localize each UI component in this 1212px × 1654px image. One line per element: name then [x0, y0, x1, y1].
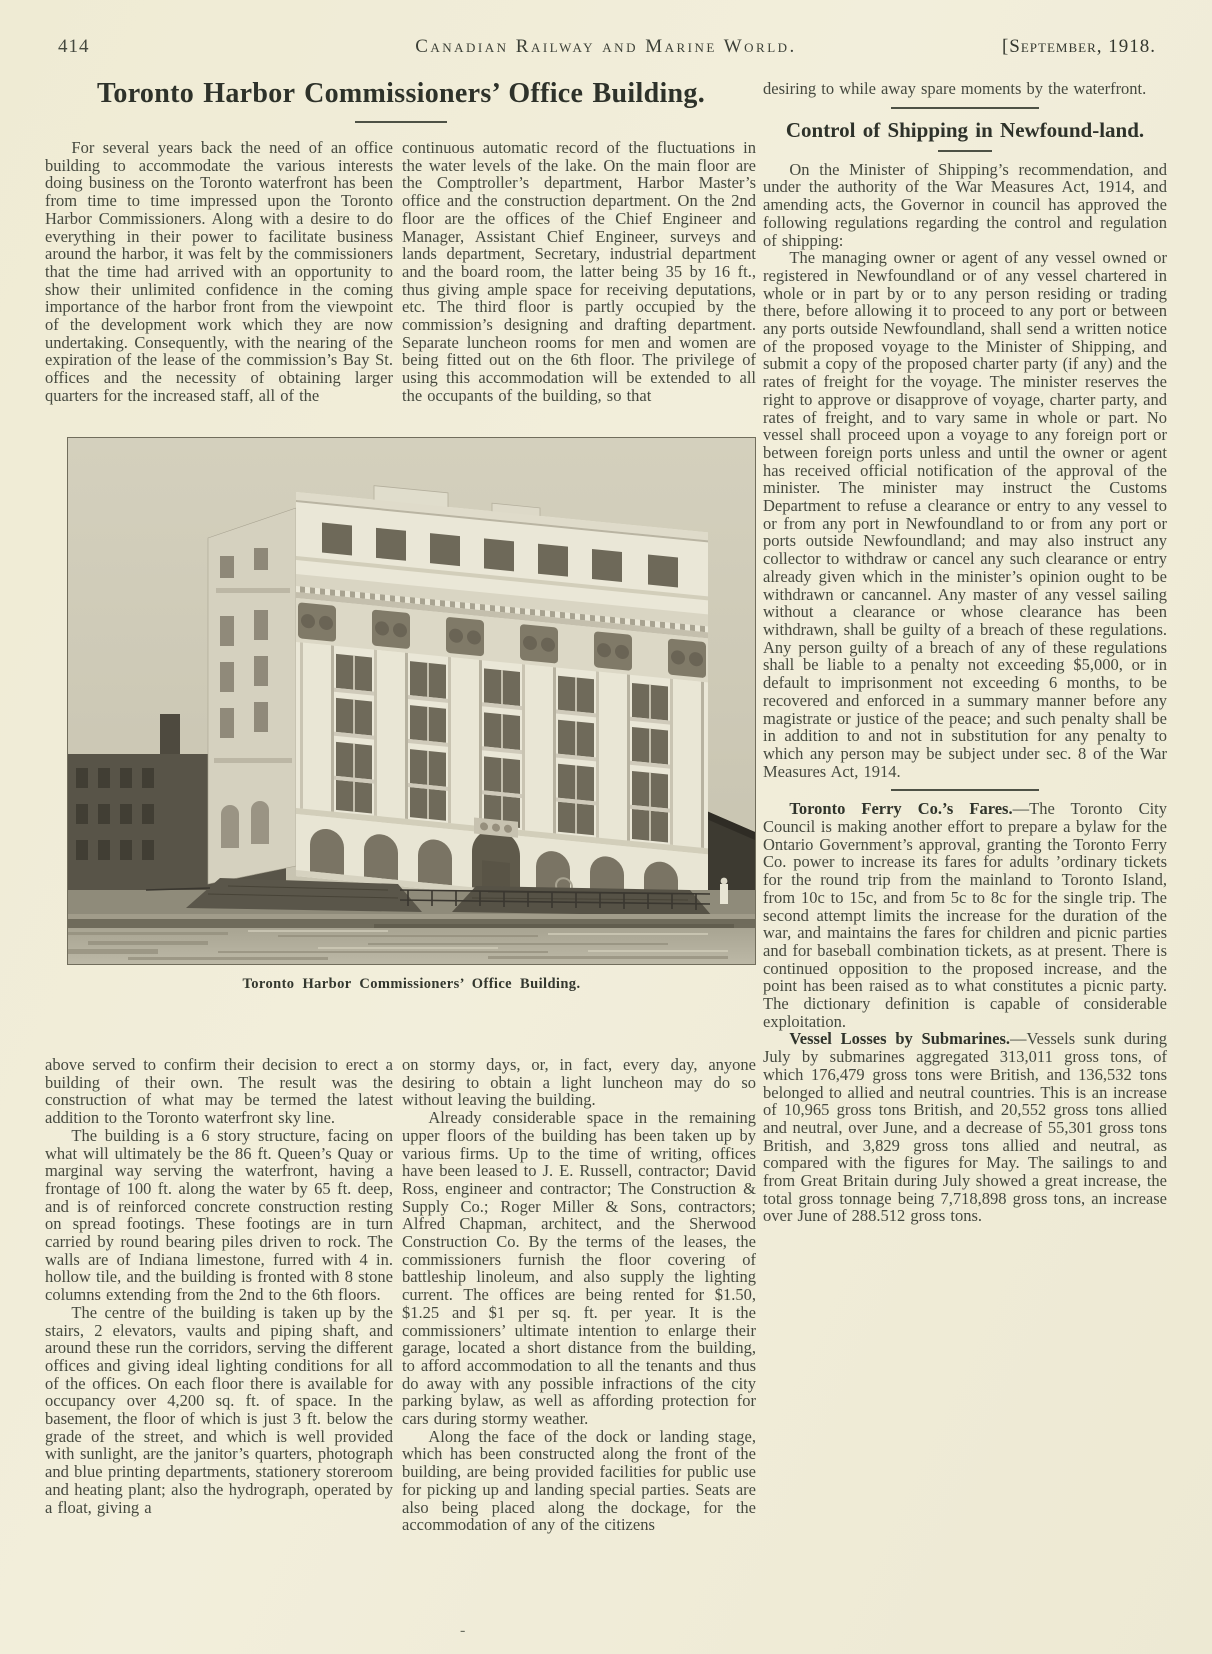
journal-title: Canadian Railway and Marine World. — [415, 36, 797, 57]
paragraph: The managing owner or agent of any vessel owned or registered in Newfoundland or of any vessel chartered in whole or in part by or to any person residing or trading there, before allowing it to proceed to any port or between any ports outside Newfoundland, shall send a written notice of the proposed voyage to the Minister of Shipping, and submit a copy of the proposed charter party (if any) and the rates of freight for the voyage. The minister reserves the right to approve or disapprove of voyage, charter party, and rates of freight, and to vary same in whole or part. No vessel shall proceed upon a voyage to any foreign port or between foreign ports unless and until the owner or agent has received official notification of the approval of the minister. The minister may instruct the Customs Department to refuse a clearance or entry to any vessel to or from any port in Newfoundland to or from any port or ports outside Newfoundland; and may also instruct any collector to withdraw or cancel any such clearance or entry already given which in the minister’s opinion ought to be withdrawn or cancannel. Any master of any vessel sailing without a clearance or whose clearance has been withdrawn, shall be guilty of a breach of these regulations. Any person guilty of a breach of any of these regulations shall be liable to a penalty not exceeding $5,000, or in default to imprisonment not exceeding 6 months, to be recovered and enforced in a summary manner before any magistrate or justice of the peace; and such penalty shall be in addition to and not in substitution for any penalty to which any person may be subject under sec. 8 of the War Measures Act, 1914. — [763, 248, 1167, 781]
column-2-bottom — [402, 1056, 756, 1534]
page-number: 414 — [58, 36, 90, 57]
paragraph: For several years back the need of an office building to accommodate the various interests doing business on the Toronto waterfront has been from time to time impressed upon the Toronto Harbor Commissioners. Along with a desire to do everything in their power to facilitate business around the harbor, it was felt by the commissioners that the time had arrived with an opportunity to show their unlimited confidence in the coming importance of the harbor front from the viewpoint of the development work which they are now undertaking. Consequently, with the nearing of the expiration of the lease of the commission’s Bay St. offices and the necessity of obtaining larger quarters for the increased staff, all of the — [45, 138, 393, 405]
paragraph: The building is a 6 story structure, facing on what will ultimately be the 86 ft. Queen’s Quay or marginal way serving the waterfront, having a frontage of 100 ft. along the water by 65 ft. deep, and is of reinforced concrete construction resting on spread footings. These footings are in turn carried by round bearing piles driven to rock. The walls are of Indiana limestone, furred with 4 in. hollow tile, and the building is fronted with 8 stone columns extending from the 2nd to the 6th floors. — [45, 1125, 393, 1305]
column-1-bottom — [45, 1056, 393, 1516]
running-head — [0, 36, 1212, 66]
column-3 — [763, 80, 1167, 1225]
news-item-ferry-fares: Toronto Ferry Co.’s Fares.—The Toronto City Council is making another effort to prepare a bylaw for the Ontario Government’s approval, granting the Toronto Ferry Co. power to increase its fares for adults ’ordinary tickets for the round trip from the mainland to Toronto Island, from 10c to 15c, and from 5c to 8c for the single trip. The second attempt limits the increase for the duration of the war, and maintains the fares for children and picnic parties and for baseball combination tickets, as at present. There is continued opposition to the proposed increase, and the point has been raised as to what constitutes a picnic party. The dictionary definition is capable of considerable exploitation. — [763, 799, 1167, 1031]
front-facade — [296, 478, 708, 916]
paragraph: On the Minister of Shipping’s recommendation, and under the authority of the War Measures Act, 1914, and amending acts, the Governor in council has approved the following regulations regarding the control and regulation of shipping: — [763, 159, 1167, 250]
paragraph: above served to confirm their decision to erect a building of their own. The result was the construction of what may be termed the latest addition to the Toronto waterfront sky line. — [45, 1055, 393, 1128]
section-rule — [891, 789, 1039, 791]
paragraph: The centre of the building is taken up by the stairs, 2 elevators, vaults and piping shaft, and around these run the corridors, serving the different offices and giving ideal lighting conditions for all of the offices. On each floor there is available for occupancy over 4,200 sq. ft. of space. In the basement, the floor of which is just 3 ft. below the grade of the street, and which is well provided with sunlight, are the janitor’s quarters, photograph and blue printing departments, stationery storeroom and heating plant; also the hydrograph, operated by a float, giving a — [45, 1302, 393, 1517]
paragraph: continuous automatic record of the fluctuations in the water levels of the lake. On the main floor are the Comptroller’s department, Harbor Master’s office and the construction department. On the 2nd floor are the offices of the Chief Engineer and Manager, Assistant Chief Engineer, surveys and lands department, Secretary, industrial department and the board room, the latter being 35 by 16 ft., thus giving ample space for receiving deputations, etc. The third floor is partly occupied by the commission’s designing and drafting department. Separate luncheon rooms for men and women are being fitted out on the 6th floor. The privilege of using this accommodation will be extended to all the occupants of the building, so that — [402, 138, 756, 405]
article-title-block — [45, 78, 757, 123]
heading-rule — [938, 150, 992, 152]
title-rule — [355, 121, 447, 123]
continuation-paragraph: desiring to while away spare moments by the waterfront. — [763, 79, 1147, 98]
paragraph: Already considerable space in the remaining upper floors of the building has been taken up by various firms. Up to the time of writing, offices have been leased to J. E. Russell, contractor; David Ross, engineer and contractor; The Construction & Supply Co.; Roger Miller & Sons, contractors; Alfred Chapman, architect, and the Sherwood Construction Co. By the terms of the leases, the commissioners furnish the floor covering of battleship linoleum, and also supply the lighting current. The offices are being rented for $1.50, $1.25 and $1 per sq. ft. per year. It is the commissioners’ ultimate intention to enlarge their garage, located a short distance from the building, to afford accommodation to all the tenants and thus do away with any possible infractions of the city parking bylaw, as well as affording protection for cars during stormy weather. — [402, 1108, 756, 1429]
photo-caption: Toronto Harbor Commissioners’ Office Building. — [242, 976, 581, 992]
news-item-vessel-losses: Vessel Losses by Submarines.—Vessels sunk during July by submarines aggregated 313,011 gross tons, of which 176,479 gross tons were British, and 136,532 tons belonged to allied and neutral countries. This is an increase of 10,965 gross tons British, and 20,552 gross tons allied and neutral, over June, and a decrease of 55,301 gross tons British, and 3,829 gross tons allied and neutral, as compared with the figures for May. The sailings to and from Great Britain during July showed a great increase, the total gross tonnage being 7,718,898 gross tons, an increase over June of 288.512 gross tons. — [763, 1029, 1167, 1226]
paragraph: on stormy days, or, in fact, every day, anyone desiring to obtain a light luncheon may do so without leaving the building. — [402, 1055, 756, 1110]
news-item-lead: Toronto Ferry Co.’s Fares. — [789, 799, 1013, 819]
column-1-top — [45, 139, 393, 405]
news-item-lead: Vessel Losses by Submarines. — [789, 1029, 1011, 1049]
building-photo-illustration — [68, 438, 755, 964]
west-facade — [208, 508, 296, 884]
paragraph: Along the face of the dock or landing stage, which has been constructed along the front of the building, are being provided facilities for public use for picking up and landing special parties. Seats are also being placed along the dockage, for the accommodation of any of the citizens — [402, 1426, 756, 1535]
person-figure — [720, 878, 728, 904]
issue-date: [September, 1918. — [1001, 36, 1156, 57]
print-artifact-dash: - — [460, 1622, 466, 1639]
article-title: Toronto Harbor Commissioners’ Office Building. — [96, 78, 705, 109]
section-rule — [891, 107, 1039, 109]
column-2-top — [402, 139, 756, 405]
building-photo — [67, 437, 756, 965]
section-title-newfoundland: Control of Shipping in Newfound-land. — [785, 117, 1145, 142]
